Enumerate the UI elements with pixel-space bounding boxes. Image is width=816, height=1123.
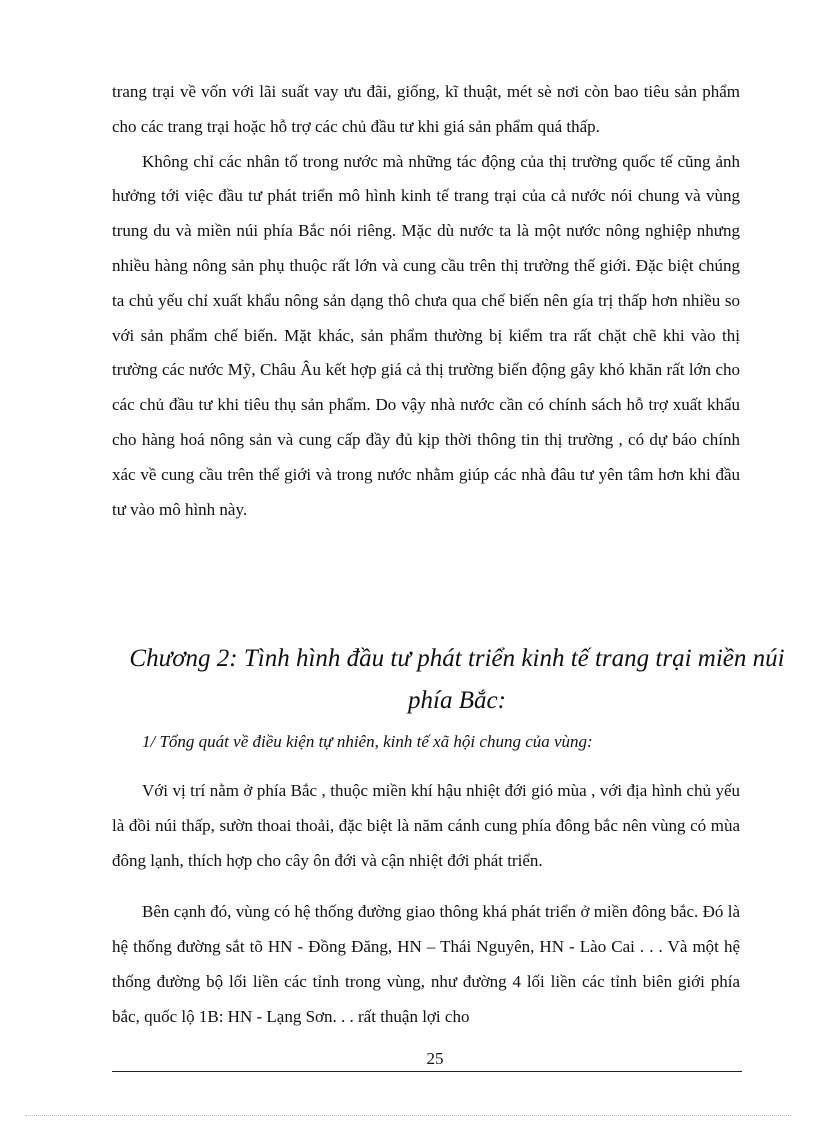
page-number: 25 [426, 1049, 444, 1068]
body-text-bottom [112, 757, 740, 1052]
footer-rule [112, 1071, 742, 1072]
paragraph-location: Với vị trí nằm ở phía Bắc , thuộc miền khí hậu nhiệt đới gió mùa , với địa hình chủ yếu là đồi núi thấp, sườn thoai thoải, đặc biệt là năm cánh cung phía đông bắc nên vùng có mùa đông lạnh, thích hợp cho cây ôn đới và cận nhiệt đới phát triển. [112, 781, 740, 870]
section-heading: 1/ Tổng quát về điều kiện tự nhiên, kinh tế xã hội chung của vùng: [142, 732, 593, 751]
body-text-top [112, 75, 740, 527]
paragraph-continuation: trang trại về vốn với lãi suất vay ưu đãi, giống, kĩ thuật, mét sè nơi còn bao tiêu sản phẩm cho các trang trại hoặc hỗ trợ các chủ đầu tư khi giá sản phẩm quá thấp. [112, 82, 740, 136]
chapter-title: Chương 2: Tình hình đầu tư phát triển kinh tế trang trại miền núi phía Bắc: [129, 645, 785, 714]
page-bottom-divider [25, 1115, 791, 1116]
paragraph-market-factors: Không chỉ các nhân tố trong nước mà những tác động của thị trường quốc tế cũng ảnh hưởng tới việc đầu tư phát triển mô hình kinh tế trang trại của cả nước nói chung và vùng trung du và miền núi phía Bắc nói riêng. Mặc dù nước ta là một nước nông nghiệp nhưng nhiều hàng nông sản phụ thuộc rất lớn và cung cầu trên thị trường thế giới. Đặc biệt chúng ta chủ yếu chỉ xuất khẩu nông sản dạng thô chưa qua chế biến nên gía trị thấp hơn nhiều so với sản phẩm chế biến. Mặt khác, sản phẩm thường bị kiểm tra rất chặt chẽ khi vào thị trường các nước Mỹ, Châu Âu kết hợp giá cả thị trường biến động gây khó khăn rất lớn cho các chủ đầu tư khi tiêu thụ sản phẩm. Do vậy nhà nước cần có chính sách hỗ trợ xuất khẩu cho hàng hoá nông sản và cung cấp đầy đủ kịp thời thông tin thị trường , có dự báo chính xác về cung cầu trên thế giới và trong nước nhằm giúp các nhà đâu tư yên tâm hơn khi đầu tư vào mô hình này. [112, 151, 740, 519]
paragraph-transport: Bên cạnh đó, vùng có hệ thống đường giao thông khá phát triển ở miền đông bắc. Đó là hệ thống đường sắt tõ HN - Đồng Đăng, HN – Thái Nguyên, HN - Lào Cai . . . Và một hệ thống đường bộ lối liền các tỉnh trong vùng, như đường 4 lối liền các tỉnh biên giới phía bắc, quốc lộ 1B: HN - Lạng Sơn. . . rất thuận lợi cho [112, 902, 740, 1026]
